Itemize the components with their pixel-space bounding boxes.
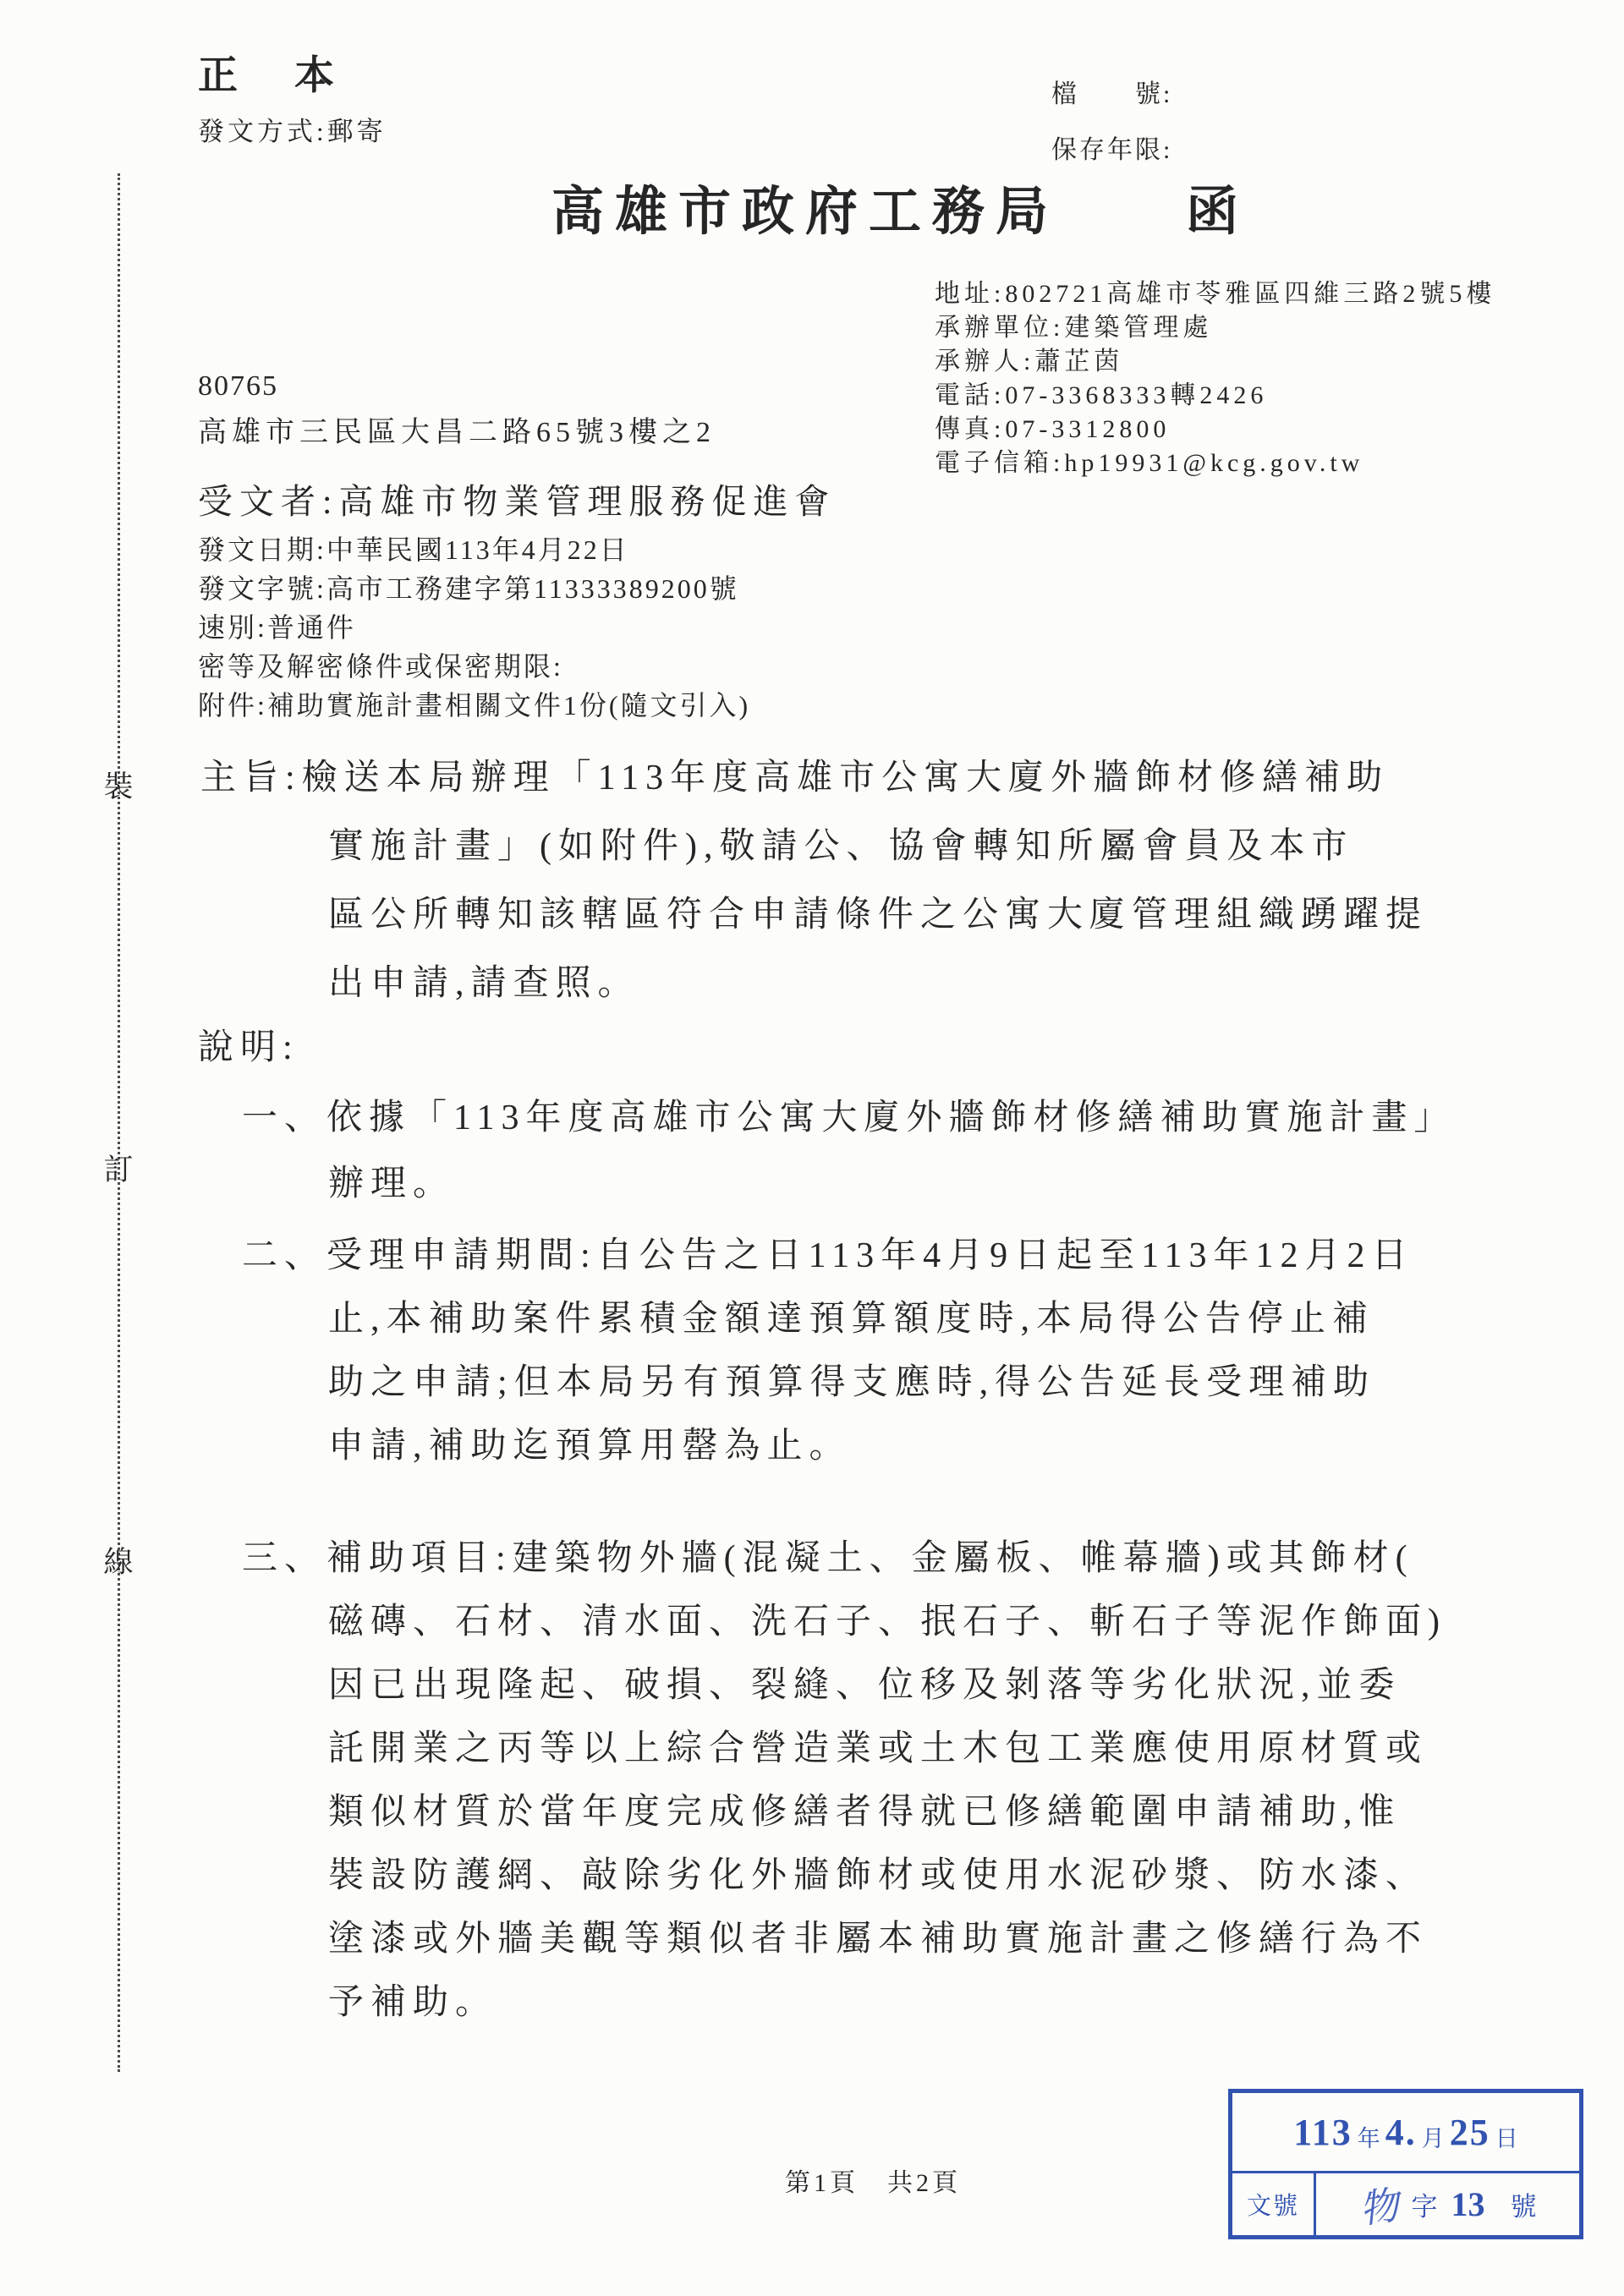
recipient-address: 高雄市三民區大昌二路65號3樓之2 [198, 417, 716, 448]
sender-contact-person: 承辦人:蕭芷茵 [935, 348, 1124, 375]
file-number-label: 檔 號: [1051, 80, 1173, 108]
explanation-item-2 [242, 1225, 1414, 1478]
binding-char-ding: 訂 [103, 1153, 134, 1186]
stamp-doc-number-label: 文號 [1232, 2173, 1316, 2235]
subject-paragraph [200, 744, 1428, 1018]
explanation-line: 類似材質於當年度完成修繕者得就已修繕範圍申請補助,惟 [328, 1793, 1402, 1832]
stamp-year: 113 [1293, 2111, 1352, 2153]
received-date-stamp [1228, 2089, 1583, 2239]
binding-char-xian: 線 [103, 1546, 134, 1579]
issue-date: 發文日期:中華民國113年4月22日 [198, 534, 629, 565]
document-meta-block [198, 530, 750, 725]
explanation-line: 一、依據「113年度高雄市公寓大廈外牆飾材修繕補助實施計畫」 [242, 1099, 1457, 1137]
explanation-line: 託開業之丙等以上綜合營造業或土木包工業應使用原材質或 [328, 1729, 1429, 1768]
stamp-serial-row [1232, 2173, 1579, 2235]
explanation-line: 辦理。 [328, 1164, 456, 1203]
document-title: 高雄市政府工務局 函 [551, 184, 1250, 241]
sender-unit: 承辦單位:建築管理處 [935, 314, 1213, 342]
stamp-month-unit: 月 [1421, 2125, 1445, 2151]
explanation-line: 磁磚、石材、清水面、洗石子、抿石子、斬石子等泥作飾面) [328, 1603, 1446, 1641]
stamp-day: 25 [1449, 2111, 1490, 2153]
stamp-serial-cell [1316, 2173, 1579, 2235]
send-method-label: 發文方式:郵寄 [198, 117, 387, 146]
recipient-zip: 80765 [198, 370, 278, 402]
stamp-zi-char: 字 [1411, 2192, 1438, 2222]
sender-phone: 電話:07-3368333轉2426 [935, 381, 1268, 409]
stamp-handwritten-char: 物 [1356, 2181, 1402, 2233]
stamp-date-row [1232, 2093, 1579, 2173]
explanation-line: 申請,補助迄預算用罄為止。 [328, 1427, 852, 1466]
explanation-item-1 [242, 1085, 1456, 1217]
subject-line: 實施計畫」(如附件),敬請公、協會轉知所屬會員及本市 [328, 827, 1354, 866]
sender-email: 電子信箱:hp19931@kcg.gov.tw [935, 449, 1364, 477]
subject-line: 區公所轉知該轄區符合申請條件之公寓大廈管理組織踴躍提 [328, 896, 1429, 934]
explanation-item-3 [242, 1527, 1446, 2035]
explanation-line: 助之申請;但本局另有預算得支應時,得公告延長受理補助 [328, 1363, 1376, 1402]
recipient-line: 受文者:高雄市物業管理服務促進會 [198, 482, 837, 521]
subject-line: 主旨:檢送本局辦理「113年度高雄市公寓大廈外牆飾材修繕補助 [200, 759, 1390, 797]
explanation-line: 予補助。 [328, 1983, 498, 2022]
stamp-hao-char: 號 [1510, 2192, 1537, 2222]
explanation-line: 塗漆或外牆美觀等類似者非屬本補助實施計畫之修繕行為不 [328, 1920, 1429, 1959]
explanation-line: 裝設防護網、敲除劣化外牆飾材或使用水泥砂漿、防水漆、 [328, 1856, 1429, 1895]
copy-type-label: 正 本 [198, 54, 343, 98]
binding-dotted-line [118, 173, 120, 2072]
page-number-info: 第1頁 共2頁 [785, 2169, 961, 2197]
retention-period-label: 保存年限: [1051, 136, 1173, 164]
stamp-serial-number: 13 [1451, 2185, 1485, 2224]
sender-fax: 傳真:07-3312800 [935, 415, 1171, 443]
explanation-line: 因已出現隆起、破損、裂縫、位移及剝落等劣化狀況,並委 [328, 1666, 1402, 1705]
sender-contact-block [935, 277, 1495, 480]
explanation-line: 三、補助項目:建築物外牆(混凝土、金屬板、帷幕牆)或其飾材( [242, 1539, 1414, 1578]
stamp-month: 4. [1385, 2111, 1417, 2153]
explanation-line: 二、受理申請期間:自公告之日113年4月9日起至113年12月2日 [242, 1236, 1414, 1275]
explanation-line: 止,本補助案件累積金額達預算額度時,本局得公告停止補 [328, 1300, 1375, 1339]
explanation-label: 說明: [198, 1028, 299, 1067]
stamp-year-unit: 年 [1357, 2125, 1380, 2151]
sender-address: 地址:802721高雄市苓雅區四維三路2號5樓 [935, 280, 1496, 308]
speed-class: 速別:普通件 [198, 612, 356, 643]
doc-number: 發文字號:高市工務建字第11333389200號 [198, 573, 739, 604]
binding-char-zhuang: 裝 [103, 770, 134, 803]
security-class: 密等及解密條件或保密期限: [198, 651, 563, 682]
stamp-day-unit: 日 [1495, 2125, 1518, 2151]
subject-line: 出申請,請查照。 [328, 964, 640, 1003]
attachment-note: 附件:補助實施計畫相關文件1份(隨文引入) [198, 690, 751, 721]
